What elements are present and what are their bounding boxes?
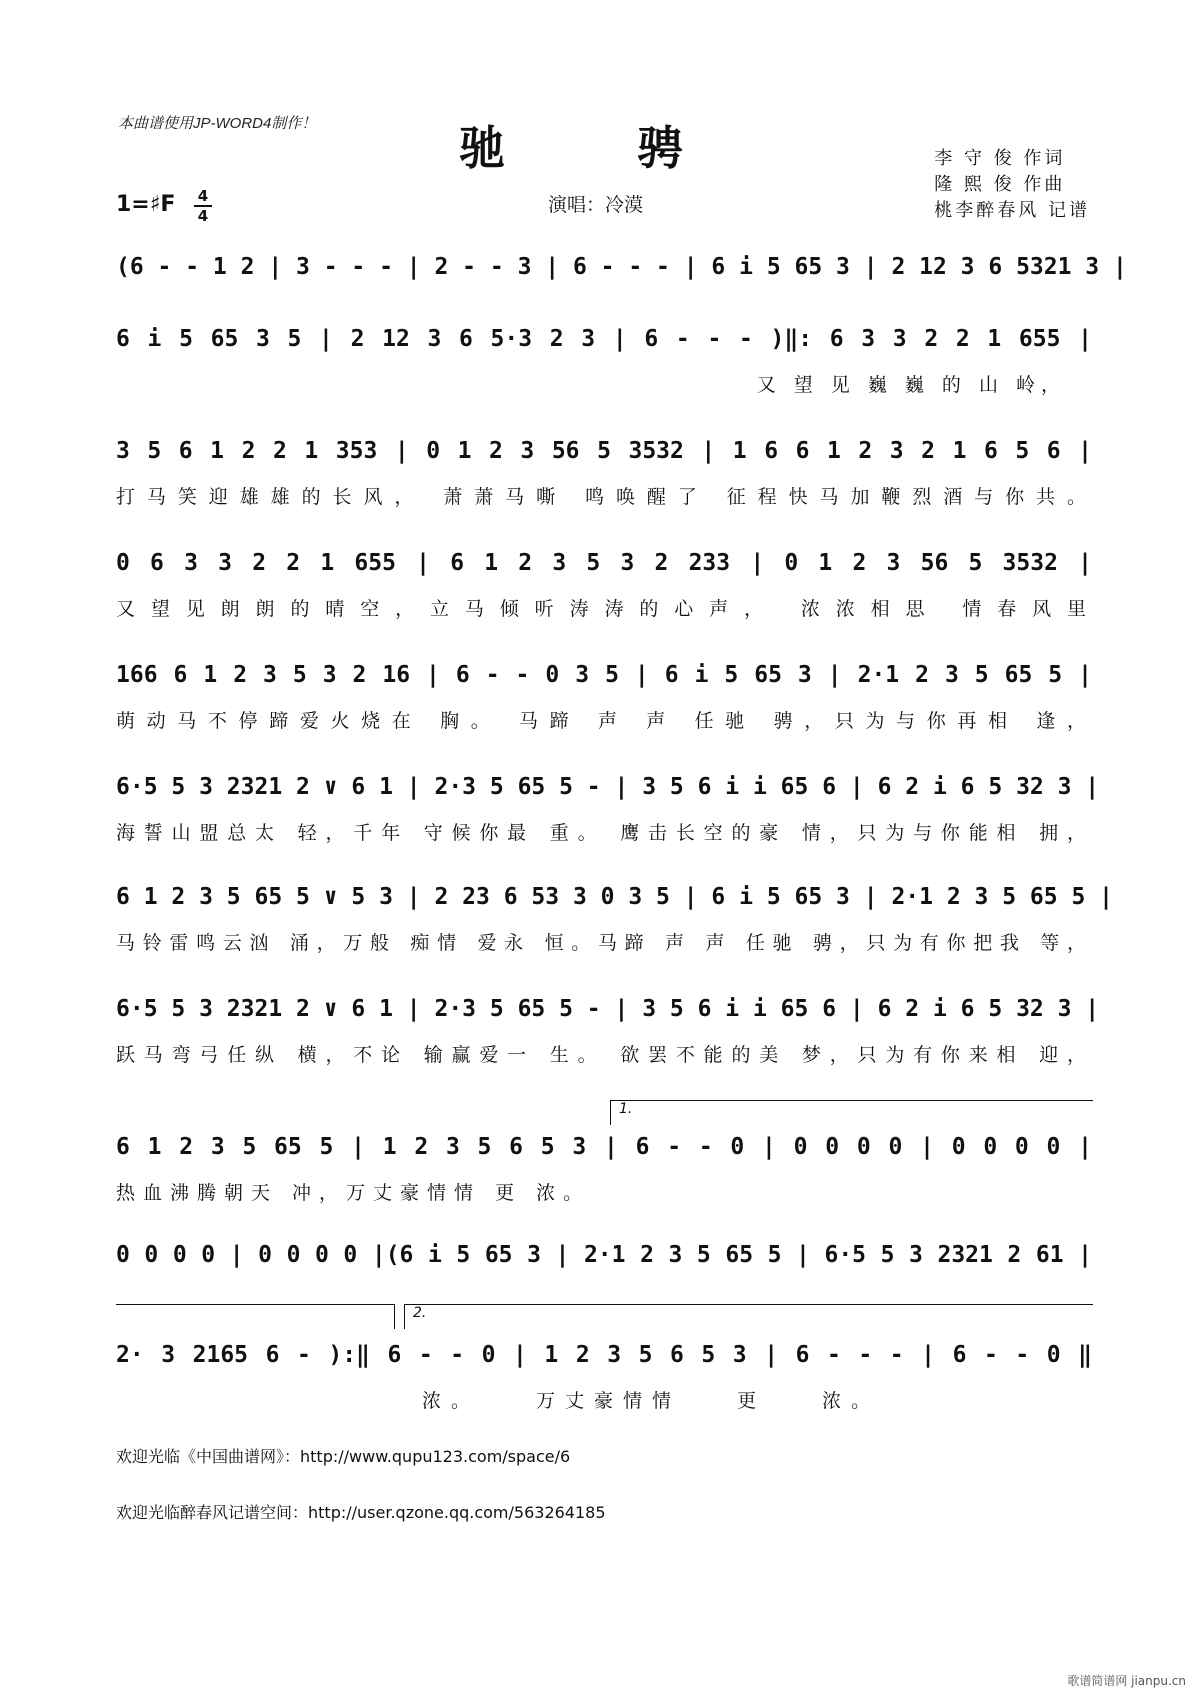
notation-line: 6·5 5 3 2321 2 ∨ 6 1 | 2·3 5 65 5 - | 3 5 6 i i 65 6 | 6 2 i 6 5 32 3 | (116, 996, 1100, 1022)
notation-line: (6 - - 1 2 | 3 - - - | 2 - - 3 | 6 - - - | 6 i 5 65 3 | 2 12 3 6 5321 3 | (116, 254, 1127, 280)
made-with-note: 本曲谱使用JP-WORD4制作！ (118, 115, 317, 132)
first-ending-continuation (116, 1304, 395, 1329)
footer-link-qupu[interactable]: 欢迎光临《中国曲谱网》：http://www.qupu123.com/space/6 (116, 1447, 571, 1466)
notation-line: 0 0 0 0 | 0 0 0 0 |(6 i 5 65 3 | 2·1 2 3 5 65 5 | 6·5 5 3 2321 2 61 | (116, 1242, 1092, 1268)
lyricist: 李 守 俊 作词 (934, 148, 1066, 169)
footer-link-qzone[interactable]: 欢迎光临醉春风记谱空间：http://user.qzone.qq.com/563264185 (116, 1503, 606, 1522)
second-ending-label: 2. (413, 1305, 427, 1321)
time-sig-top: 4 (197, 187, 209, 205)
notation-line: 6·5 5 3 2321 2 ∨ 6 1 | 2·3 5 65 5 - | 3 5 6 i i 65 6 | 6 2 i 6 5 32 3 | (116, 774, 1100, 800)
notation-line: 6 i 5 65 3 5 | 2 12 3 6 5·3 2 3 | 6 - - - )‖: 6 3 3 2 2 1 655 | (116, 326, 1092, 352)
notation-line: 0 6 3 3 2 2 1 655 | 6 1 2 3 5 3 2 233 | 0 1 2 3 56 5 3532 | (116, 550, 1092, 576)
song-title: 驰 骋 (458, 121, 741, 175)
lyrics-line: 又 望 见 巍 巍 的 山 岭， (756, 374, 1066, 396)
second-ending-bracket (404, 1304, 1093, 1329)
lyrics-line: 热血沸腾朝天 冲，万丈豪情情 更 浓。 (116, 1182, 591, 1204)
lyrics-line: 海誓山盟总太 轻，千年 守候你最 重。 鹰击长空的豪 情，只为与你能相 拥， (116, 822, 1092, 844)
lyrics-line: 浓。 万丈豪情情 更 浓。 (422, 1390, 881, 1412)
time-signature (194, 188, 212, 224)
lyrics-line: 萌动马不停蹄爱火烧在 胸。 马蹄 声 声 任驰 骋，只为与你再相 逢， (116, 710, 1092, 732)
composer: 隆 熙 俊 作曲 (934, 174, 1066, 195)
first-ending-label: 1. (619, 1101, 633, 1117)
notation-line: 166 6 1 2 3 5 3 2 16 | 6 - - 0 3 5 | 6 i 5 65 3 | 2·1 2 3 5 65 5 | (116, 662, 1092, 688)
lyrics-line: 打马笑迎雄雄的长风， 萧萧马嘶 鸣唤醒了 征程快马加鞭烈酒与你共。 (116, 486, 1092, 508)
singer: 演唱：冷漠 (548, 194, 644, 216)
site-watermark: 歌谱简谱网 jianpu.cn (1067, 1674, 1186, 1688)
notation-line: 6 1 2 3 5 65 5 | 1 2 3 5 6 5 3 | 6 - - 0 | 0 0 0 0 | 0 0 0 0 | (116, 1134, 1092, 1160)
notation-line: 2· 3 2165 6 - ):‖ 6 - - 0 | 1 2 3 5 6 5 3 | 6 - - - | 6 - - 0 ‖ (116, 1342, 1092, 1368)
lyrics-line: 跃马弯弓任纵 横，不论 输赢爱一 生。 欲罢不能的美 梦，只为有你来相 迎， (116, 1044, 1092, 1066)
key-signature: 1=♯F (116, 192, 176, 217)
notation-line: 6 1 2 3 5 65 5 ∨ 5 3 | 2 23 6 53 3 0 3 5 | 6 i 5 65 3 | 2·1 2 3 5 65 5 | (116, 884, 1113, 910)
first-ending-bracket (610, 1100, 1093, 1125)
time-sig-bottom: 4 (197, 207, 209, 225)
notation-line: 3 5 6 1 2 2 1 353 | 0 1 2 3 56 5 3532 | 1 6 6 1 2 3 2 1 6 5 6 | (116, 438, 1092, 464)
transcriber: 桃李醉春风 记谱 (934, 200, 1090, 221)
lyrics-line: 又望见朗朗的晴空，立马倾听涛涛的心声， 浓浓相思 情春风里 (116, 598, 1092, 620)
credits (934, 146, 1090, 224)
lyrics-line: 马铃雷鸣云汹 涌，万般 痴情 爱永 恒。马蹄 声 声 任驰 骋，只为有你把我 等， (116, 932, 1092, 954)
